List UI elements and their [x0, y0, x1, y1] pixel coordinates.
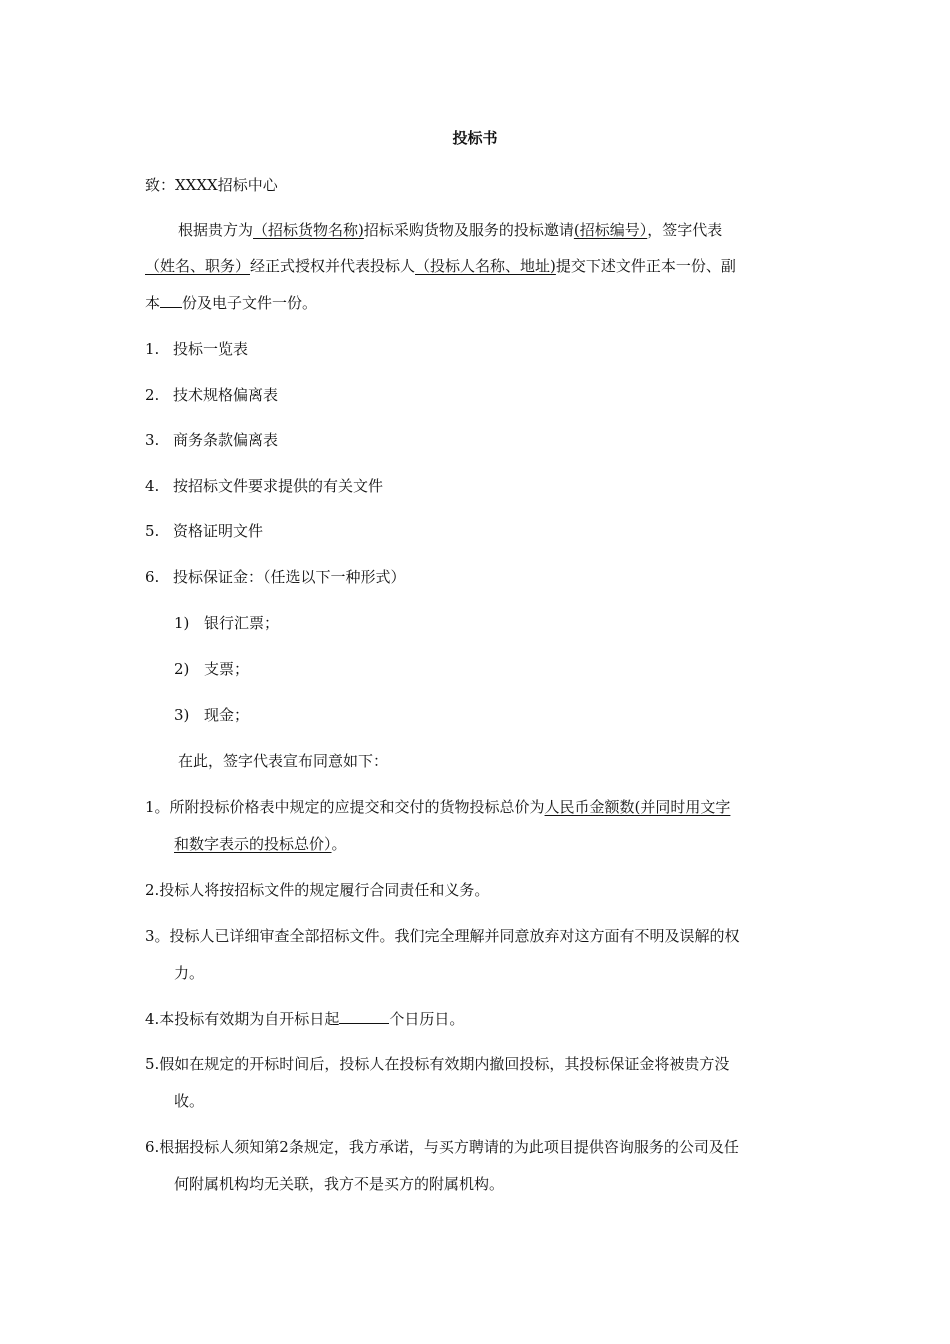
intro-line-1	[178, 220, 722, 240]
list-item	[145, 385, 278, 405]
list-item-text: 按招标文件要求提供的有关文件	[173, 477, 384, 495]
list-item	[145, 521, 263, 541]
field-tender-number: (招标编号）	[573, 221, 648, 239]
clause-text: 。	[331, 835, 347, 853]
sub-list-item	[174, 705, 249, 725]
intro-text: 本	[145, 294, 161, 312]
list-item	[145, 567, 406, 587]
clause-6-line-1: 6.根据投标人须知第2条规定，我方承诺，与买方聘请的为此项目提供咨询服务的公司及任	[145, 1138, 739, 1156]
list-item-number: 4.	[145, 477, 160, 495]
document-title: 投标书	[452, 129, 498, 147]
intro-text: 提交下述文件正本一份、副	[555, 257, 736, 275]
list-item-number: 3.	[145, 431, 160, 449]
list-item-number: 6.	[145, 568, 160, 586]
intro-text: ，签字代表	[647, 221, 723, 239]
intro-text: 份及电子文件一份。	[182, 294, 318, 312]
intro-text: 经正式授权并代表投标人	[250, 257, 416, 275]
field-bidder-name-address: （投标人名称、地址)	[415, 257, 556, 275]
field-total-price-cont: 和数字表示的投标总价）	[174, 835, 332, 853]
clause-3-line-2: 力。	[174, 964, 205, 982]
sub-list-item	[174, 613, 279, 633]
clause-text: 4.本投标有效期为自开标日起	[145, 1010, 340, 1028]
list-item-number: 5.	[145, 522, 160, 540]
list-item	[145, 339, 248, 359]
list-item-text: 商务条款偏离表	[173, 431, 279, 449]
clause-text: 个日历日。	[389, 1010, 465, 1028]
declaration-intro: 在此，签字代表宣布同意如下：	[178, 752, 389, 770]
clause-text: 1。所附投标价格表中规定的应提交和交付的货物投标总价为	[145, 798, 545, 816]
sub-list-item-number: 3)	[174, 706, 190, 724]
list-item-text: 技术规格偏离表	[173, 386, 279, 404]
clause-3-line-1: 3。投标人已详细审查全部招标文件。我们完全理解并同意放弃对这方面有不明及误解的权	[145, 927, 740, 945]
sub-list-item-text: 银行汇票；	[204, 614, 280, 632]
clause-2: 2.投标人将按招标文件的规定履行合同责任和义务。	[145, 881, 490, 899]
list-item-text: 资格证明文件	[173, 522, 264, 540]
field-total-price: 人民币金额数(并同时用文字	[544, 798, 731, 816]
clause-6-line-2: 何附属机构均无关联，我方不是买方的附属机构。	[174, 1175, 505, 1193]
intro-line-3	[145, 293, 317, 313]
clause-4	[145, 1009, 464, 1029]
intro-line-2	[145, 256, 736, 276]
list-item-text: 投标保证金：（任选以下一种形式）	[173, 568, 406, 586]
copies-blank	[160, 293, 182, 308]
sub-list-item-number: 1)	[174, 614, 190, 632]
intro-text: 招标采购货物及服务的投标邀请	[363, 221, 574, 239]
sub-list-item-number: 2)	[174, 660, 190, 678]
sub-list-item-text: 支票；	[204, 660, 250, 678]
clause-1-line-2	[174, 834, 347, 854]
clause-5-line-2: 收。	[174, 1092, 205, 1110]
sub-list-item	[174, 659, 249, 679]
field-goods-name: （招标货物名称)	[253, 221, 364, 239]
list-item-text: 投标一览表	[173, 340, 249, 358]
clause-5-line-1: 5.假如在规定的开标时间后，投标人在投标有效期内撤回投标，其投标保证金将被贵方没	[145, 1055, 730, 1073]
list-item-number: 2.	[145, 386, 160, 404]
field-name-title: （姓名、职务）	[145, 257, 251, 275]
clause-1-line-1	[145, 797, 730, 817]
intro-text: 根据贵方为	[178, 221, 254, 239]
list-item-number: 1.	[145, 340, 160, 358]
validity-days-blank	[339, 1009, 389, 1024]
list-item	[145, 476, 383, 496]
sub-list-item-text: 现金；	[204, 706, 250, 724]
list-item	[145, 430, 278, 450]
addressee: 致：XXXX招标中心	[145, 176, 278, 194]
